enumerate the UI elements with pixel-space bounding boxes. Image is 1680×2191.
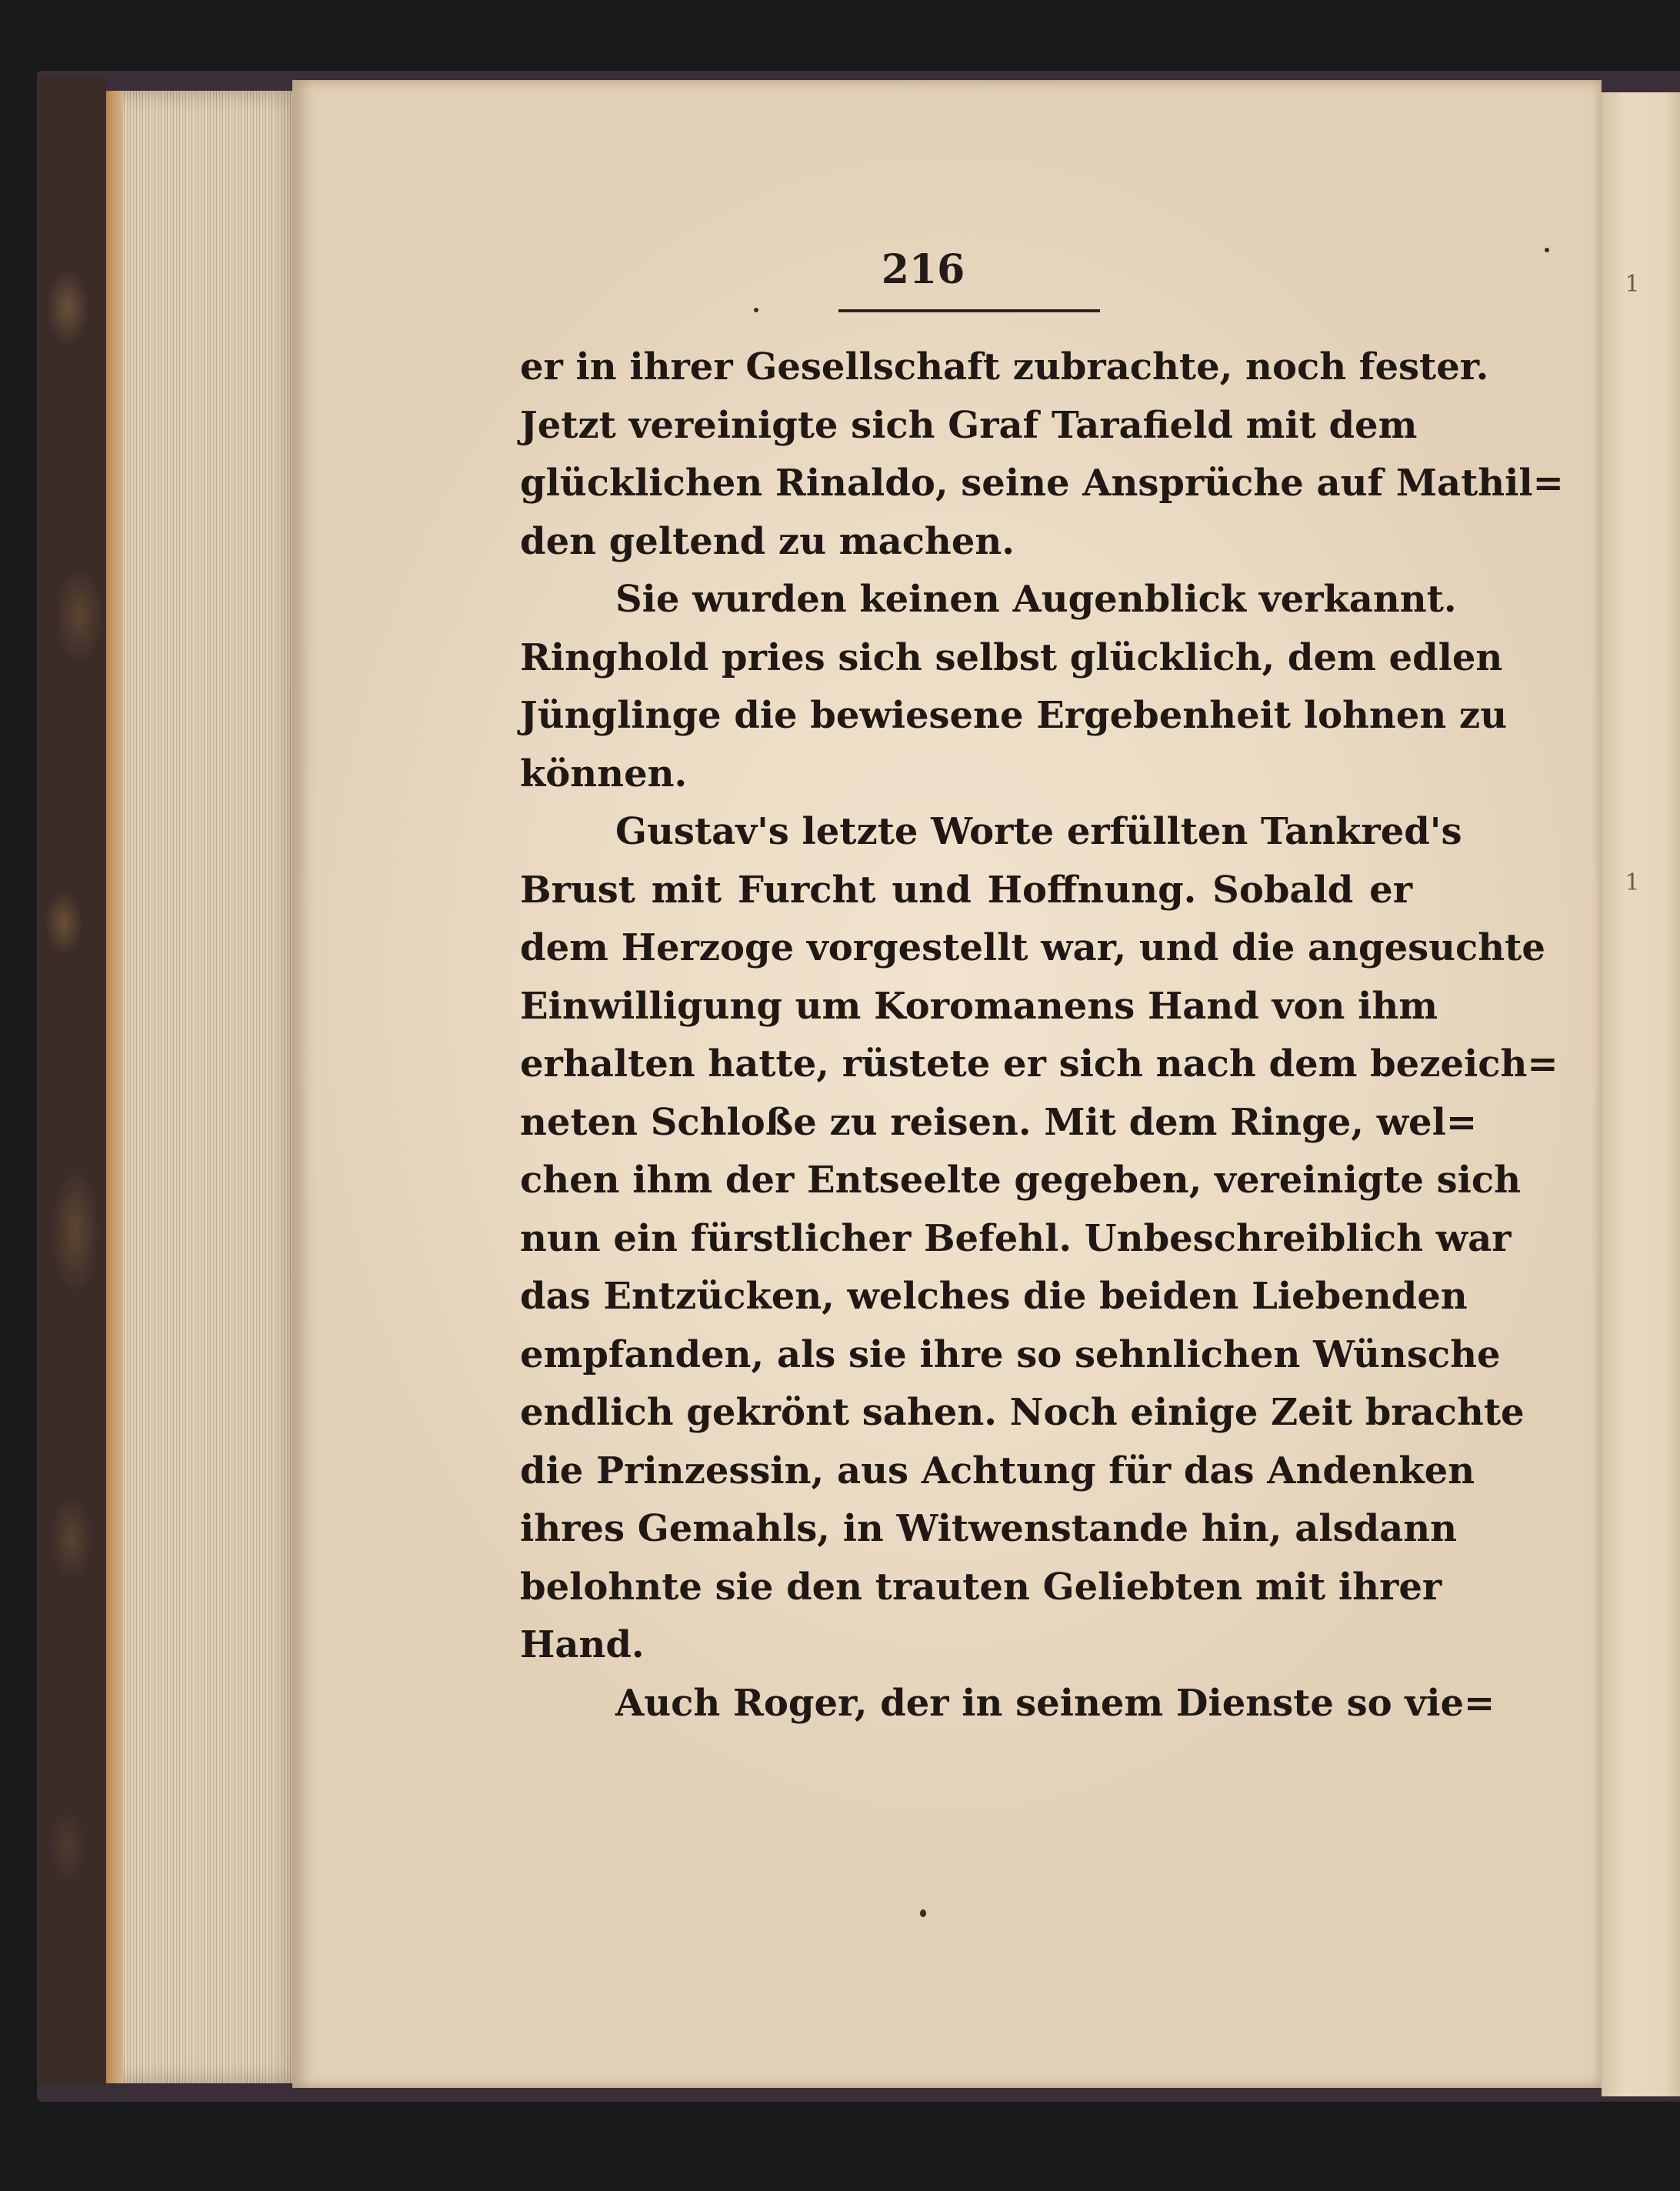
text-line: empfanden, als sie ihre so sehnlichen Wünsche	[520, 1332, 1501, 1376]
text-line: können.	[520, 752, 688, 795]
text-line: die Prinzessin, aus Achtung für das Andenken	[520, 1449, 1475, 1492]
text-line: Jetzt vereinigte sich Graf Tarafield mit dem	[520, 403, 1418, 447]
text-line: Gustav's letzte Worte erfüllten Tankred's	[615, 810, 1462, 853]
header-rule	[838, 309, 1100, 312]
facing-page-edge	[1602, 92, 1680, 2096]
text-line: Brust mit Furcht und Hoffnung. Sobald er	[520, 868, 1412, 912]
text-line: Auch Roger, der in seinem Dienste so vie=	[615, 1681, 1495, 1725]
text-line: endlich gekrönt sahen. Noch einige Zeit brachte	[520, 1391, 1525, 1434]
text-line: den geltend zu machen.	[520, 519, 1015, 563]
paper-speck	[754, 308, 758, 312]
text-line: das Entzücken, welches die beiden Liebenden	[520, 1275, 1468, 1318]
text-line: Einwilligung um Koromanens Hand von ihm	[520, 984, 1438, 1028]
text-line: Ringhold pries sich selbst glücklich, dem edlen	[520, 635, 1503, 679]
facing-page-mark: 1	[1625, 869, 1640, 896]
text-line: Sie wurden keinen Augenblick verkannt.	[615, 578, 1457, 621]
text-line: chen ihm der Entseelte gegeben, vereinigte sich	[520, 1159, 1522, 1202]
text-line: belohnte sie den trauten Geliebten mit ihrer	[520, 1565, 1442, 1609]
paper-speck	[920, 1909, 926, 1917]
paper-speck	[1545, 248, 1549, 252]
text-line: neten Schloße zu reisen. Mit dem Ringe, wel=	[520, 1100, 1478, 1144]
page-edges-stack	[106, 91, 306, 2083]
text-line: glücklichen Rinaldo, seine Ansprüche auf Mathil=	[520, 462, 1564, 505]
page-edges-stain	[106, 91, 123, 2083]
text-line: dem Herzoge vorgestellt war, und die angesuchte	[520, 926, 1545, 969]
text-line: ihres Gemahls, in Witwenstande hin, alsdann	[520, 1507, 1458, 1550]
text-line: Hand.	[520, 1623, 645, 1666]
text-line: erhalten hatte, rüstete er sich nach dem bezeich=	[520, 1042, 1558, 1085]
text-line: nun ein fürstlicher Befehl. Unbeschreiblich war	[520, 1216, 1512, 1260]
facing-page-mark: 1	[1625, 271, 1640, 298]
text-line: Jünglinge die bewiesene Ergebenheit lohnen zu	[520, 694, 1508, 737]
body-text	[520, 338, 1564, 1831]
page-number: 216	[881, 246, 965, 293]
marbled-cover-edge	[37, 77, 106, 2085]
text-line: er in ihrer Gesellschaft zubrachte, noch fester.	[520, 345, 1489, 389]
